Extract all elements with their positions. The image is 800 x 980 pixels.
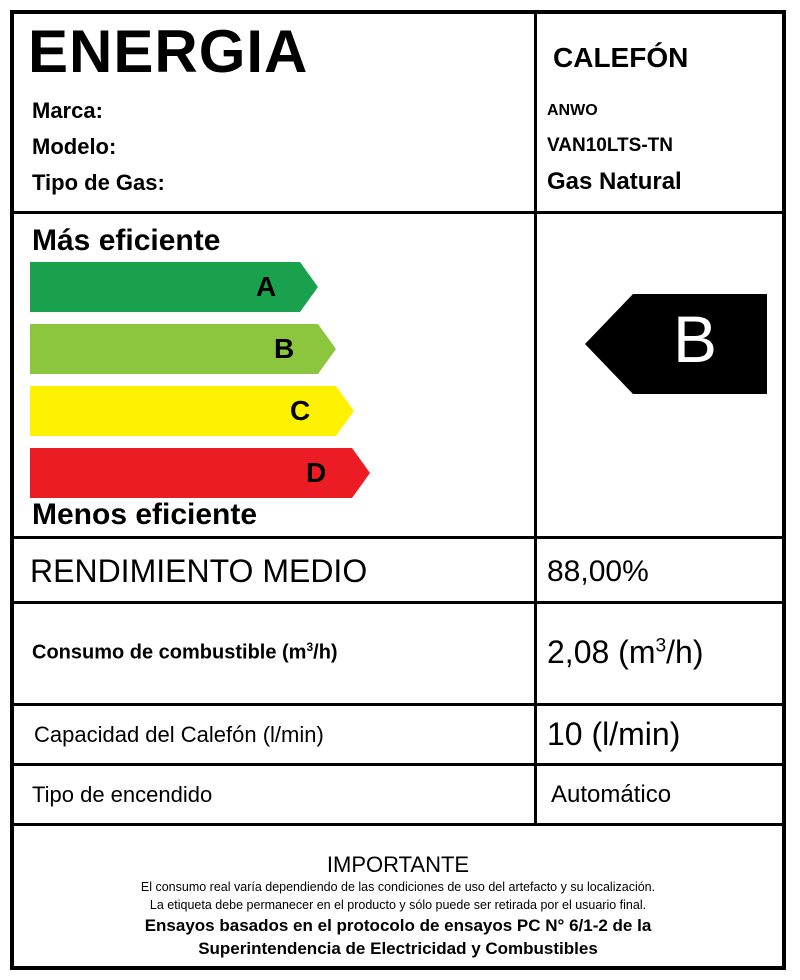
- row-capacidad: [14, 706, 782, 766]
- row-consumo: [14, 604, 782, 706]
- class-bar-b: [30, 324, 340, 374]
- label-header: [14, 14, 782, 214]
- important-notes: [14, 826, 782, 966]
- rendimiento-label: RENDIMIENTO MEDIO: [30, 553, 368, 589]
- row-rendimiento: [14, 539, 782, 604]
- class-bar-d: [30, 448, 375, 498]
- gas-type-label: Tipo de Gas:: [32, 170, 165, 195]
- header-right: [537, 14, 782, 211]
- header-left: [14, 14, 534, 211]
- row-encendido: [14, 766, 782, 826]
- product-type: CALEFÓN: [553, 42, 689, 73]
- efficiency-scale: [14, 214, 782, 539]
- consumo-value: 2,08 $(m^3/h)$: [547, 634, 704, 670]
- class-letter-b: B: [274, 333, 295, 364]
- model-label: Modelo:: [32, 134, 117, 159]
- scale-bars: [14, 214, 534, 536]
- encendido-label: Tipo de encendido: [32, 782, 213, 807]
- rating-cell: [537, 214, 782, 536]
- important-title: IMPORTANTE: [326, 852, 470, 877]
- class-bar-a: [30, 262, 320, 312]
- brand-label: Marca:: [32, 98, 103, 123]
- model-value: VAN10LTS-TN: [547, 135, 673, 156]
- class-letter-d: D: [306, 457, 327, 488]
- class-letter-a: A: [256, 271, 277, 302]
- class-letter-c: C: [290, 395, 311, 426]
- consumo-label: Consumo de combustible $(m^3/h)$: [32, 640, 338, 664]
- important-line-3: Ensayos basados en el protocolo de ensayos PC N° 6/1-2 de la: [144, 916, 652, 935]
- important-line-4: Superintendencia de Electricidad y Combustibles: [198, 939, 598, 958]
- class-bar-c: [30, 386, 360, 436]
- important-line-1: El consumo real varía dependiendo de las condiciones de uso del artefacto y su localización.: [140, 880, 656, 894]
- rating-letter: B: [672, 302, 718, 376]
- encendido-value: Automático: [551, 781, 672, 808]
- rendimiento-value: 88,00%: [547, 555, 649, 588]
- least-efficient-label: Menos eficiente: [32, 498, 258, 531]
- capacidad-label: Capacidad del Calefón (l/min): [34, 722, 324, 747]
- gas-type-value: Gas Natural: [547, 168, 682, 195]
- brand-value: ANWO: [547, 102, 598, 119]
- most-efficient-label: Más eficiente: [32, 224, 221, 257]
- important-line-2: La etiqueta debe permanecer en el producto y sólo puede ser retirada por el usuario final.: [149, 898, 647, 912]
- label-title: ENERGIA: [28, 18, 309, 85]
- capacidad-value: 10 (l/min): [547, 716, 681, 752]
- energy-label: [10, 10, 786, 970]
